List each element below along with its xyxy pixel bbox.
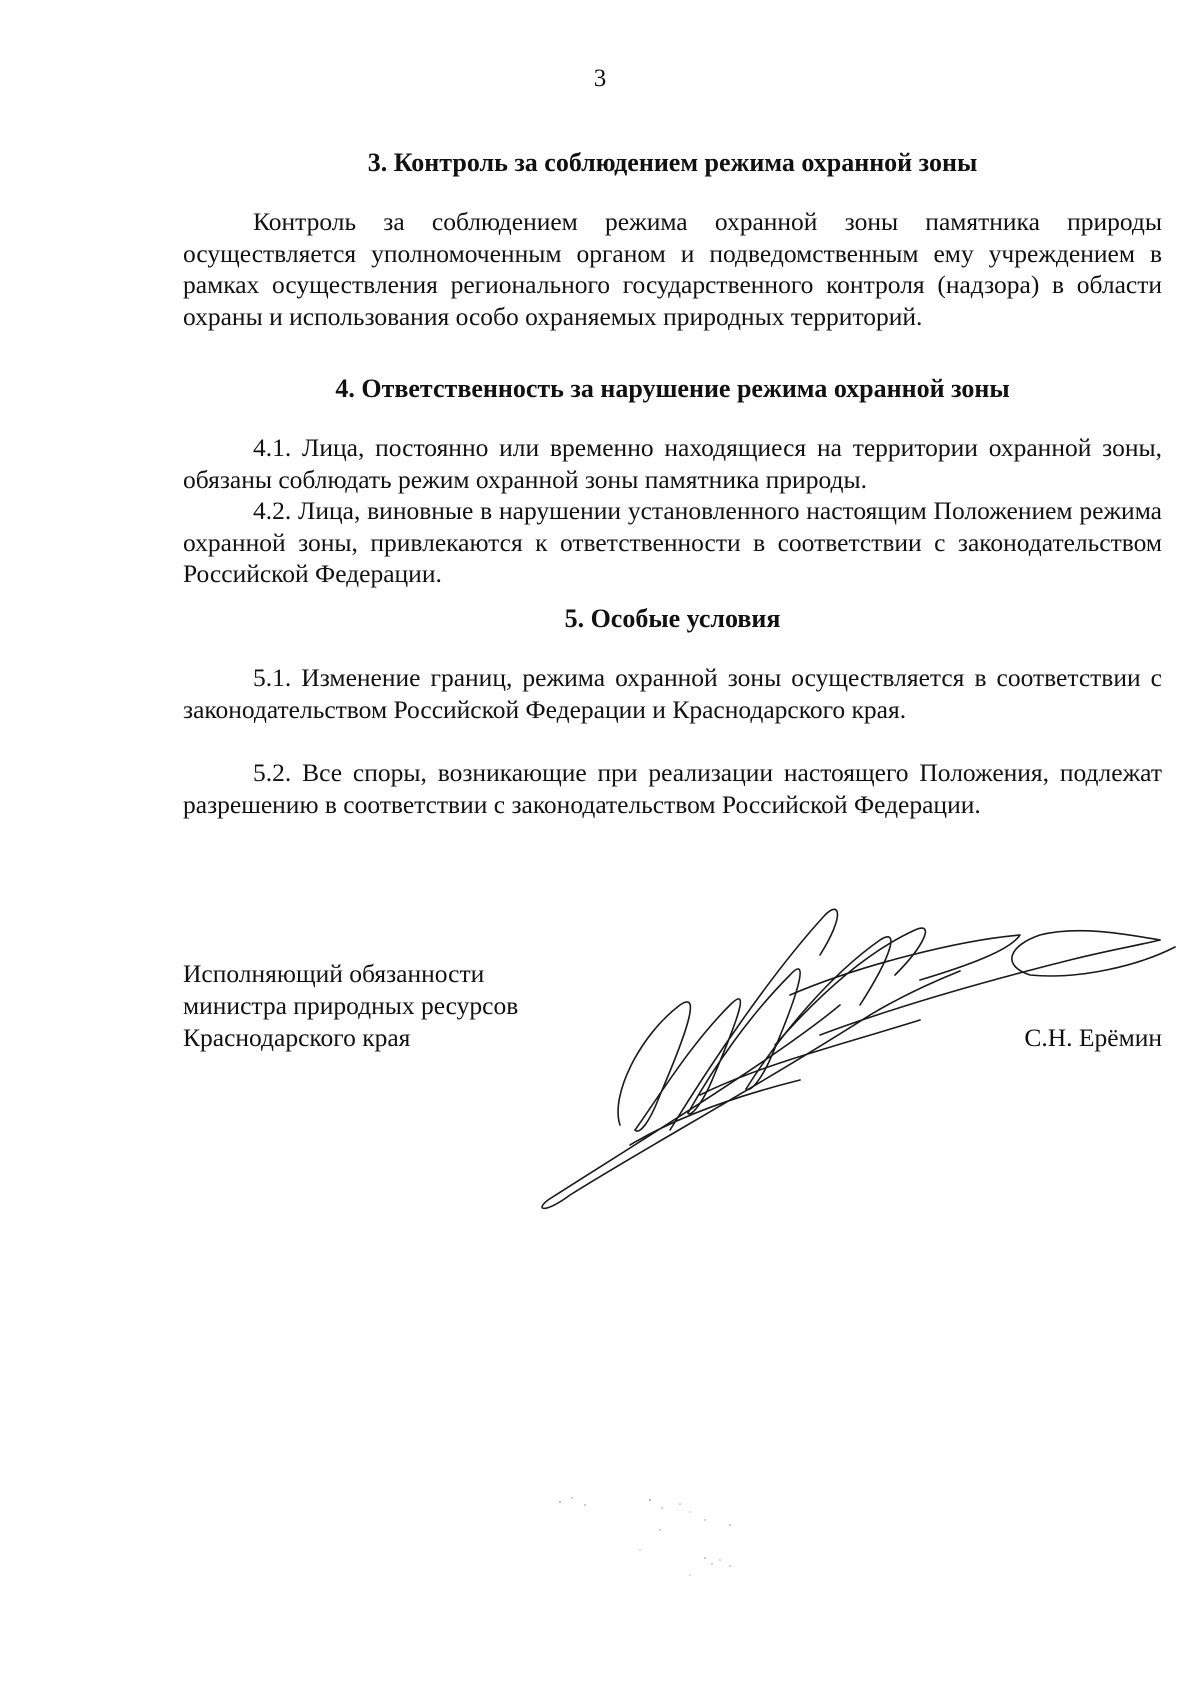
paragraph-4-2: 4.2. Лица, виновные в нарушении установленного настоящим Положением режима охранной зоны, привлекаются к ответственности в соответствии с законодательством Российской Федерации.	[183, 496, 1162, 588]
position-line: Краснодарского края	[183, 1023, 411, 1052]
paragraph-3-body: Контроль за соблюдением режима охранной зоны памятника природы осуществляется уполномоченным органом и подведомственным ему учреждением в рамках осуществления регионального государственного контроля (надзора) в области охраны и использования особо охраняемых природных территорий.	[183, 207, 1162, 331]
signer-name: С.Н. Ерёмин	[1024, 1023, 1162, 1052]
position-line: Исполняющий обязанности	[183, 959, 485, 988]
paragraph-5-1: 5.1. Изменение границ, режима охранной зоны осуществляется в соответствии с законодательством Российской Федерации и Краснодарского края.	[183, 663, 1162, 724]
section-title-4: 4. Ответственность за нарушение режима охранной зоны	[335, 374, 1010, 403]
scan-specks	[540, 1480, 840, 1600]
signatory-position	[183, 958, 518, 1054]
page-number: 3	[593, 65, 607, 92]
section-title-5: 5. Особые условия	[564, 604, 781, 633]
position-line: министра природных ресурсов	[183, 991, 519, 1020]
section-title-3: 3. Контроль за соблюдением режима охранной зоны	[367, 148, 978, 177]
handwritten-signature	[540, 895, 1180, 1215]
paragraph-4-1: 4.1. Лица, постоянно или временно находящиеся на территории охранной зоны, обязаны соблюдать режим охранной зоны памятника природы.	[183, 433, 1162, 494]
paragraph-5-2: 5.2. Все споры, возникающие при реализации настоящего Положения, подлежат разрешению в соответствии с законодательством Российской Федерации.	[183, 758, 1162, 819]
